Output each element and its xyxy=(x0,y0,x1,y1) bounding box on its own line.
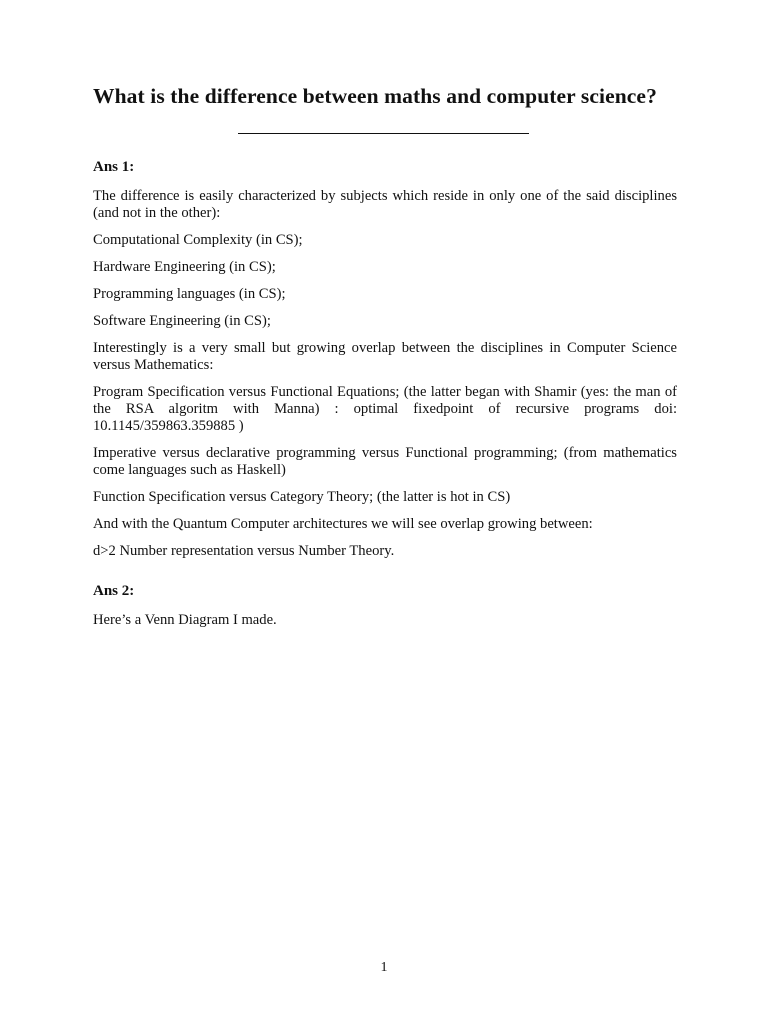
page-number: 1 xyxy=(380,960,388,975)
answer-2-paragraph: Here’s a Venn Diagram I made. xyxy=(93,612,277,628)
title-divider xyxy=(238,133,529,134)
answer-1-paragraph: d>2 Number representation versus Number Theory. xyxy=(93,543,395,559)
page-title: What is the difference between maths and computer science? xyxy=(93,84,657,108)
answer-1-paragraph: Software Engineering (in CS); xyxy=(93,313,271,329)
answer-1-paragraph: Hardware Engineering (in CS); xyxy=(93,259,276,275)
answer-1-paragraph: Interestingly is a very small but growing overlap between the disciplines in Computer Science versus Mathematics: xyxy=(93,340,677,373)
answer-1-paragraph: Program Specification versus Functional Equations; (the latter began with Shamir (yes: the man of the RSA algoritm with Manna) : optimal fixedpoint of recursive programs doi: 10.1145/359863.359885 ) xyxy=(93,384,677,434)
answer-1-paragraph: Imperative versus declarative programming versus Functional programming; (from mathematics come languages such as Haskell) xyxy=(93,445,677,478)
answer-2-heading: Ans 2: xyxy=(93,583,135,599)
answer-1-heading: Ans 1: xyxy=(93,159,135,175)
answer-1-paragraph: Programming languages (in CS); xyxy=(93,286,286,302)
answer-1-paragraph: Computational Complexity (in CS); xyxy=(93,232,303,248)
answer-1-paragraph: Function Specification versus Category Theory; (the latter is hot in CS) xyxy=(93,489,511,505)
answer-1-paragraph: The difference is easily characterized by subjects which reside in only one of the said disciplines (and not in the other): xyxy=(93,188,677,221)
answer-1-paragraph: And with the Quantum Computer architectures we will see overlap growing between: xyxy=(93,516,593,532)
page-content xyxy=(93,82,677,629)
